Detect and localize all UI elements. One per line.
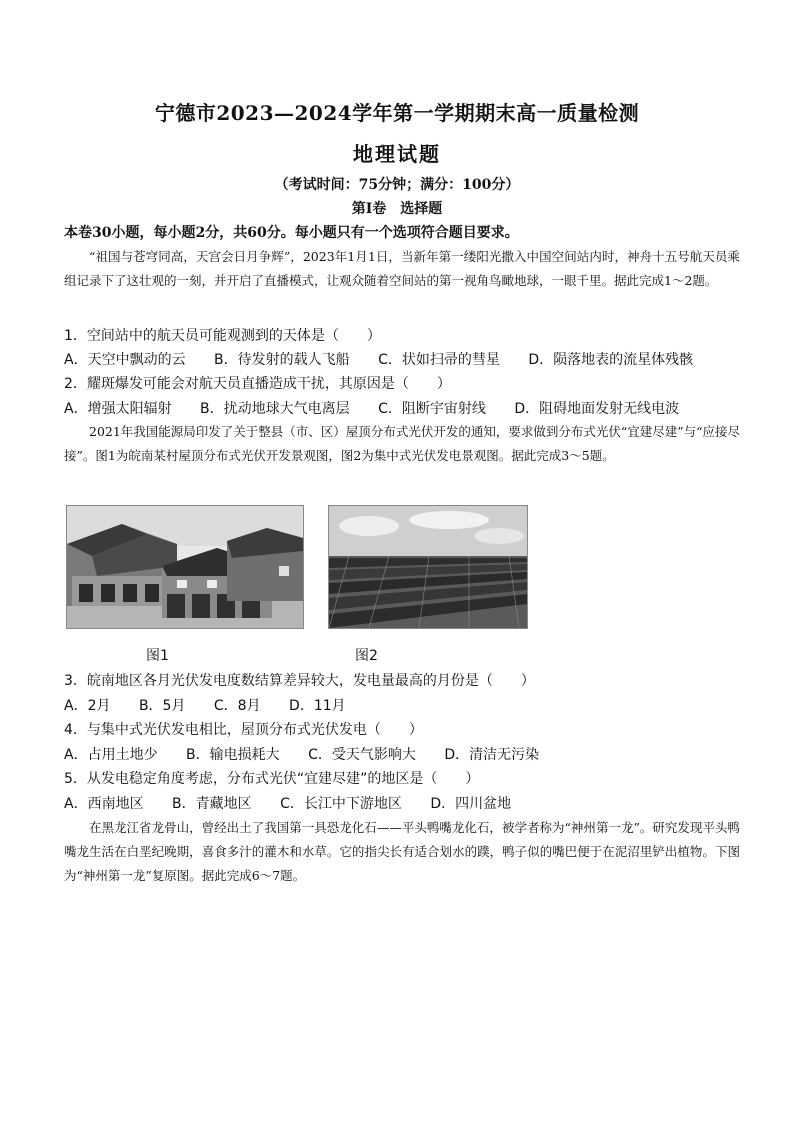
q1-option-a: A．天空中飘动的云: [64, 352, 186, 368]
q4-option-b: B．输电损耗大: [186, 747, 280, 763]
exam-info: （考试时间：75分钟；满分：100分）: [274, 177, 520, 193]
question-2-options: [64, 398, 754, 418]
q4-option-a: A．占用土地少: [64, 747, 158, 763]
rooftop-pv-illustration: [67, 506, 303, 628]
question-1: 1．空间站中的航天员可能观测到的天体是（ ）: [64, 328, 381, 344]
q1-option-d: D．陨落地表的流星体残骸: [528, 352, 694, 368]
question-3: 3．皖南地区各月光伏发电度数结算差异较大，发电量最高的月份是（ ）: [64, 673, 535, 689]
instructions: 本卷30小题，每小题2分，共60分。每小题只有一个选项符合题目要求。: [64, 225, 519, 241]
section-heading: 第Ⅰ卷 选择题: [351, 201, 443, 217]
q1-option-c: C．状如扫帚的彗星: [378, 352, 500, 368]
q3-option-c: C．8月: [213, 698, 261, 714]
figure-2-caption: 图2: [355, 648, 378, 664]
figure-2-centralized-pv-image: [328, 505, 528, 629]
figure-1-caption: 图1: [146, 648, 169, 664]
q2-option-a: A．增强太阳辐射: [64, 401, 172, 417]
question-2: 2．耀斑爆发可能会对航天员直播造成干扰，其原因是（ ）: [64, 376, 451, 392]
q3-option-d: D．11月: [289, 698, 346, 714]
pv-farm-illustration: [329, 506, 527, 628]
figure-1-rooftop-pv-image: [66, 505, 304, 629]
q2-option-d: D．阻碍地面发射无线电波: [514, 401, 680, 417]
q1-option-b: B．待发射的载人飞船: [214, 352, 350, 368]
question-5-options: [64, 793, 754, 813]
question-4-options: [64, 744, 754, 764]
passage-3: 在黑龙江省龙骨山，曾经出土了我国第一具恐龙化石——平头鸭嘴龙化石，被学者称为“神州第一龙”。研究发现平头鸭嘴龙生活在白垩纪晚期，喜食多汁的灌木和水草。它的指尖长有适合划水的蹼，鸭子似的嘴巴便于在泥沼里铲出植物。下图为“神州第一龙”复原图。据此完成6～7题。: [64, 820, 740, 883]
q5-option-d: D．四川盆地: [430, 796, 512, 812]
question-5: 5．从发电稳定角度考虑，分布式光伏“宜建尽建”的地区是（ ）: [64, 771, 480, 787]
q4-option-c: C．受天气影响大: [308, 747, 416, 763]
q5-option-a: A．西南地区: [64, 796, 144, 812]
q2-option-c: C．阻断宇宙射线: [378, 401, 486, 417]
q4-option-d: D．清洁无污染: [444, 747, 540, 763]
question-4: 4．与集中式光伏发电相比，屋顶分布式光伏发电（ ）: [64, 722, 423, 738]
q5-option-c: C．长江中下游地区: [280, 796, 402, 812]
question-3-options: [64, 695, 754, 715]
passage-2: 2021年我国能源局印发了关于整县（市、区）屋顶分布式光伏开发的通知，要求做到分布式光伏“宜建尽建”与“应接尽接”。图1为皖南某村屋顶分布式光伏开发景观图，图2为集中式光伏发电景观图。据此完成3～5题。: [64, 424, 740, 463]
passage-1: “祖国与苍穹同高，天宫会日月争辉”，2023年1月1日，当新年第一缕阳光撒入中国空间站内时，神舟十五号航天员乘组记录下了这壮观的一刻，并开启了直播模式，让观众随着空间站的第一视角鸟瞰地球，一眼千里。据此完成1～2题。: [64, 249, 740, 288]
q5-option-b: B．青藏地区: [172, 796, 252, 812]
exam-title: 宁德市2023—2024学年第一学期期末高一质量检测: [154, 101, 640, 125]
subject-title: 地理试题: [353, 142, 441, 166]
question-1-options: [64, 349, 754, 369]
q3-option-b: B．5月: [138, 698, 186, 714]
q2-option-b: B．扰动地球大气电离层: [200, 401, 350, 417]
q3-option-a: A．2月: [64, 698, 111, 714]
